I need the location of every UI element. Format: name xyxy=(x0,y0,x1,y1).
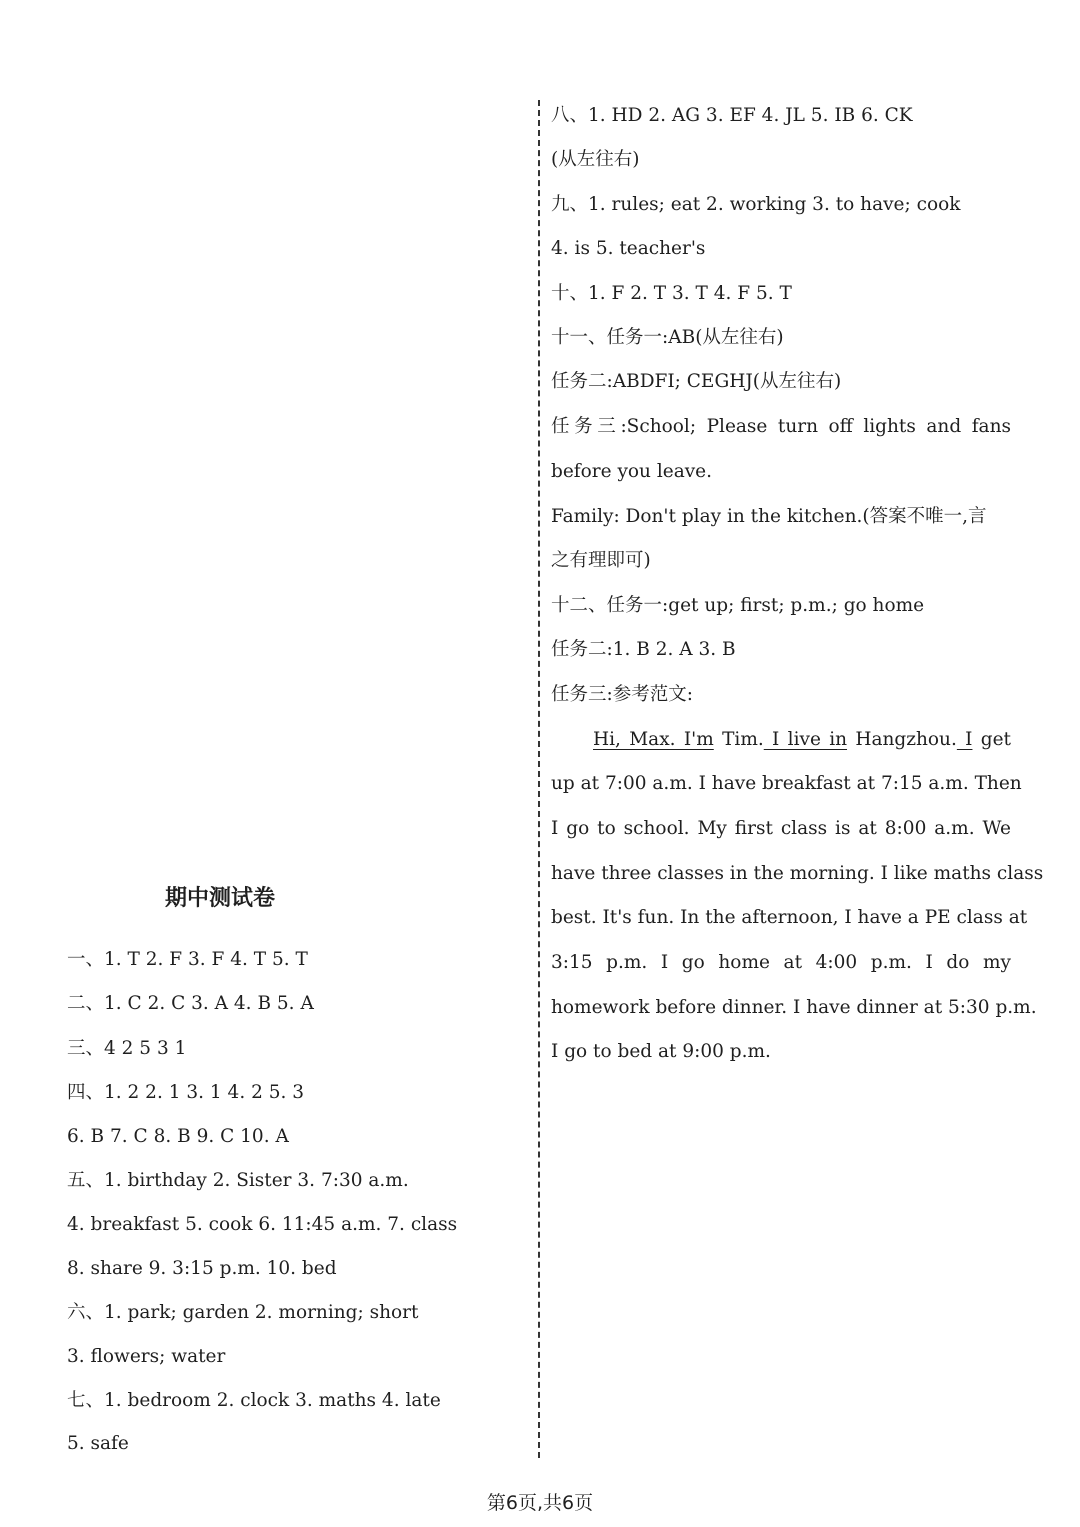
essay-line: I go to school. My first class is at 8:00 a.m. We xyxy=(551,818,1011,839)
essay-line xyxy=(551,727,1011,753)
essay-line: up at 7:00 a.m. I have breakfast at 7:15 a.m. Then xyxy=(551,773,1022,794)
essay-underlined-text: Hi, Max. I'm xyxy=(593,729,714,750)
answer-line: 十二、任务一:get up; first; p.m.; go home xyxy=(551,595,925,616)
answer-line: 8. share 9. 3:15 p.m. 10. bed xyxy=(67,1258,337,1279)
answer-line: 任务三:参考范文: xyxy=(551,684,693,705)
answer-line: 二、1. C 2. C 3. A 4. B 5. A xyxy=(67,993,314,1014)
answer-line: 十、1. F 2. T 3. T 4. F 5. T xyxy=(551,283,792,304)
answer-line: 4. breakfast 5. cook 6. 11:45 a.m. 7. class xyxy=(67,1214,458,1235)
essay-line: homework before dinner. I have dinner at 5:30 p.m. xyxy=(551,997,1037,1018)
section-title: 期中测试卷 xyxy=(164,886,275,911)
essay-line: best. It's fun. In the afternoon, I have a PE class at xyxy=(551,907,1028,928)
answer-line: 任务三:School; Please turn off lights and fans xyxy=(551,416,1011,437)
answer-line: 七、1. bedroom 2. clock 3. maths 4. late xyxy=(67,1390,441,1411)
essay-line: 3:15 p.m. I go home at 4:00 p.m. I do my xyxy=(551,952,1011,973)
answer-line: 四、1. 2 2. 1 3. 1 4. 2 5. 3 xyxy=(67,1082,305,1103)
answer-line: 十一、任务一:AB(从左往右) xyxy=(551,327,784,348)
answer-line: 六、1. park; garden 2. morning; short xyxy=(67,1302,419,1323)
answer-line: 任务二:1. B 2. A 3. B xyxy=(551,639,736,660)
answer-line: 三、4 2 5 3 1 xyxy=(67,1038,187,1059)
essay-line: have three classes in the morning. I like maths class xyxy=(551,863,1044,884)
answer-line: Family: Don't play in the kitchen.(答案不唯一,言 xyxy=(551,506,987,527)
answer-line: (从左往右) xyxy=(551,149,640,170)
answer-line: 一、1. T 2. F 3. F 4. T 5. T xyxy=(67,949,308,970)
answer-line: 5. safe xyxy=(67,1433,129,1454)
answer-line: 五、1. birthday 2. Sister 3. 7:30 a.m. xyxy=(67,1170,409,1191)
essay-text: get xyxy=(972,729,1011,750)
essay-text: Hangzhou. xyxy=(847,729,957,750)
essay-underlined-text: I live in xyxy=(763,729,848,750)
answer-line: 八、1. HD 2. AG 3. EF 4. JL 5. IB 6. CK xyxy=(551,105,913,126)
page-number: 第6页,共6页 xyxy=(486,1492,594,1514)
answer-line: before you leave. xyxy=(551,461,713,482)
answer-line: 任务二:ABDFI; CEGHJ(从左往右) xyxy=(551,371,842,392)
answer-line: 九、1. rules; eat 2. working 3. to have; cook xyxy=(551,194,961,215)
column-divider xyxy=(538,100,540,1458)
answer-line: 4. is 5. teacher's xyxy=(551,238,706,259)
essay-text: Tim. xyxy=(713,729,764,750)
answer-line: 之有理即可) xyxy=(551,550,651,571)
answer-line: 3. flowers; water xyxy=(67,1346,226,1367)
essay-underlined-text: I xyxy=(956,729,973,750)
essay-line: I go to bed at 9:00 p.m. xyxy=(551,1041,771,1062)
answer-line: 6. B 7. C 8. B 9. C 10. A xyxy=(67,1126,289,1147)
